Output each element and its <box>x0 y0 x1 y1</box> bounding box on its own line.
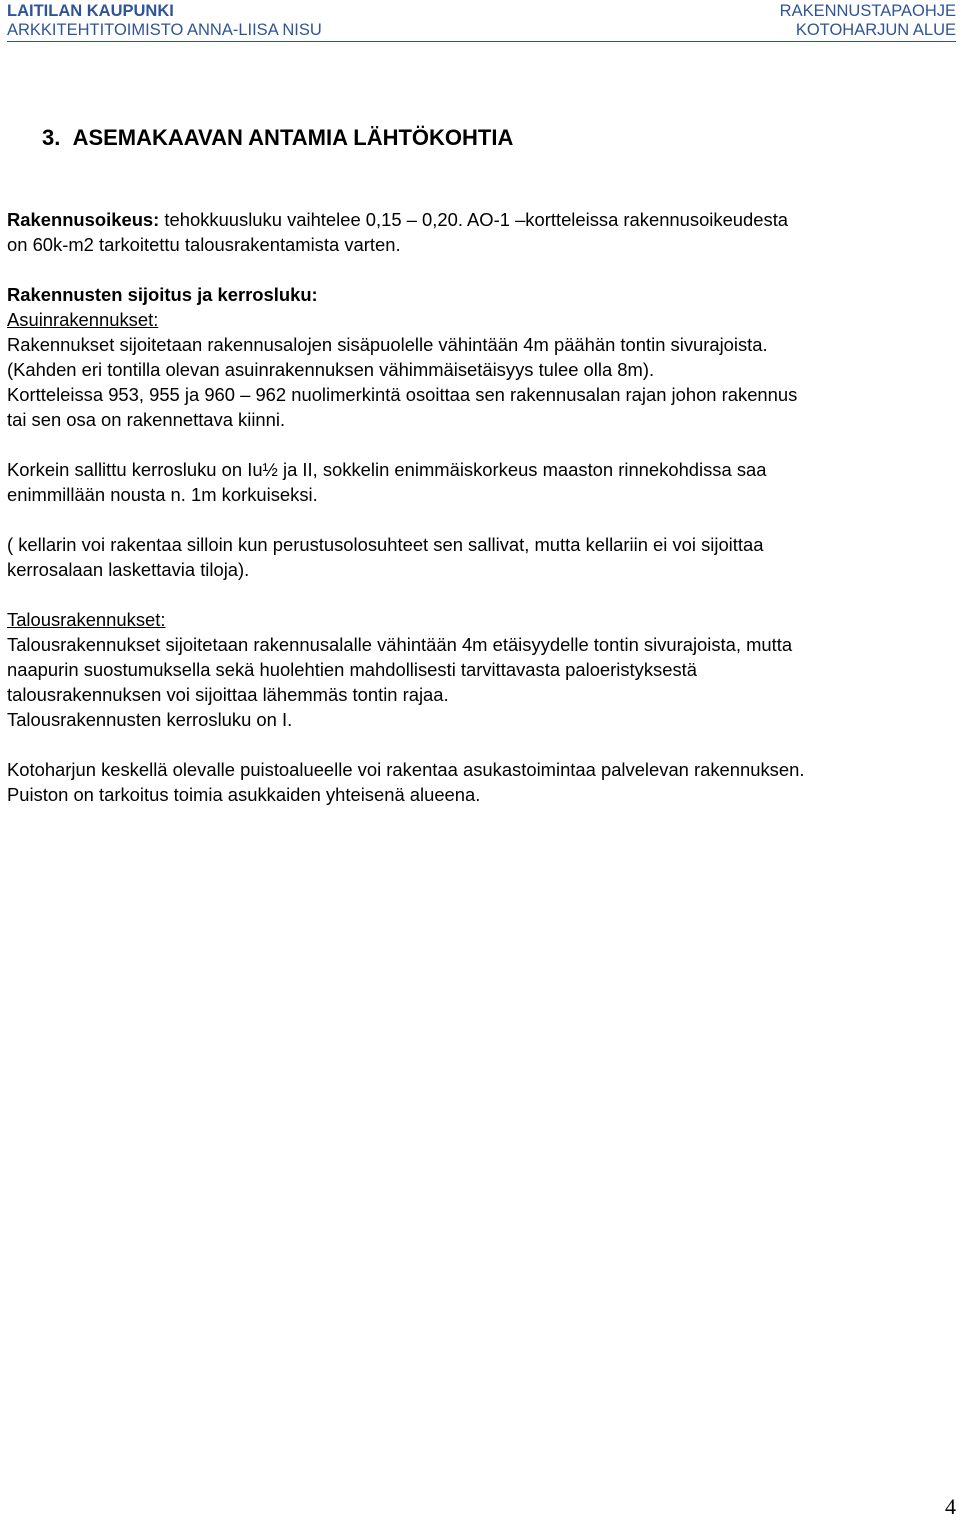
section-heading: 3. ASEMAKAAVAN ANTAMIA LÄHTÖKOHTIA <box>42 125 514 150</box>
paragraph-puisto <box>7 757 955 807</box>
puisto-line: Puiston on tarkoitus toimia asukkaiden yhteisenä alueena. <box>7 784 481 805</box>
page-number: 4 <box>945 1494 956 1519</box>
asuin-line: (Kahden eri tontilla olevan asuinrakennuksen vähimmäisetäisyys tulee olla 8m). <box>7 359 655 380</box>
paragraph-kerrosluku <box>7 457 955 507</box>
rakennusoikeus-line2: on 60k-m2 tarkoitettu talousrakentamista varten. <box>7 234 401 255</box>
header-organization: LAITILAN KAUPUNKI <box>7 2 174 20</box>
sijoitus-title: Rakennusten sijoitus ja kerrosluku: <box>7 284 318 305</box>
document-body <box>7 207 955 832</box>
puisto-line: Kotoharjun keskellä olevalle puistoalueelle voi rakentaa asukastoimintaa palvelevan rakennuksen. <box>7 759 805 780</box>
paragraph-asuinrakennukset <box>7 332 955 432</box>
header-office: ARKKITEHTITOIMISTO ANNA-LIISA NISU <box>7 21 322 39</box>
rakennusoikeus-text: tehokkuusluku vaihtelee 0,15 – 0,20. AO-1 –kortteleissa rakennusoikeudesta <box>159 209 789 230</box>
kellari-line: ( kellarin voi rakentaa silloin kun perustusolosuhteet sen sallivat, mutta kellariin ei voi sijoittaa <box>7 534 764 555</box>
header-area-name: KOTOHARJUN ALUE <box>795 21 956 39</box>
kerros-line: Korkein sallittu kerrosluku on Iu½ ja II, sokkelin enimmäiskorkeus maaston rinnekohdissa saa <box>7 459 767 480</box>
talous-line: naapurin suostumuksella sekä huolehtien mahdollisesti tarvittavasta paloeristyksestä <box>7 659 698 680</box>
header-divider <box>7 41 956 42</box>
paragraph-rakennusoikeus <box>7 207 955 257</box>
asuin-line: tai sen osa on rakennettava kiinni. <box>7 409 286 430</box>
rakennusoikeus-label: Rakennusoikeus: <box>7 209 160 230</box>
asuinrakennukset-label: Asuinrakennukset: <box>7 309 159 330</box>
talous-line: Talousrakennukset sijoitetaan rakennusalalle vähintään 4m etäisyydelle tontin sivurajoista, mutta <box>7 634 793 655</box>
talous-line: talousrakennuksen voi sijoittaa lähemmäs tontin rajaa. <box>7 684 449 705</box>
talousrakennukset-label: Talousrakennukset: <box>7 609 166 630</box>
header-document-type: RAKENNUSTAPAOHJE <box>779 2 956 20</box>
page-header <box>0 0 960 41</box>
kerros-line: enimmillään nousta n. 1m korkuiseksi. <box>7 484 318 505</box>
talous-line: Talousrakennusten kerrosluku on I. <box>7 709 293 730</box>
header-left <box>7 2 322 40</box>
kellari-line: kerrosalaan laskettavia tiloja). <box>7 559 250 580</box>
asuin-line: Rakennukset sijoitetaan rakennusalojen sisäpuolelle vähintään 4m päähän tontin sivurajoista. <box>7 334 768 355</box>
paragraph-talousrakennukset <box>7 607 955 732</box>
header-right <box>780 2 956 40</box>
paragraph-sijoitus-title <box>7 282 955 332</box>
paragraph-kellari <box>7 532 955 582</box>
asuin-line: Kortteleissa 953, 955 ja 960 – 962 nuolimerkintä osoittaa sen rakennusalan rajan johon rakennus <box>7 384 798 405</box>
